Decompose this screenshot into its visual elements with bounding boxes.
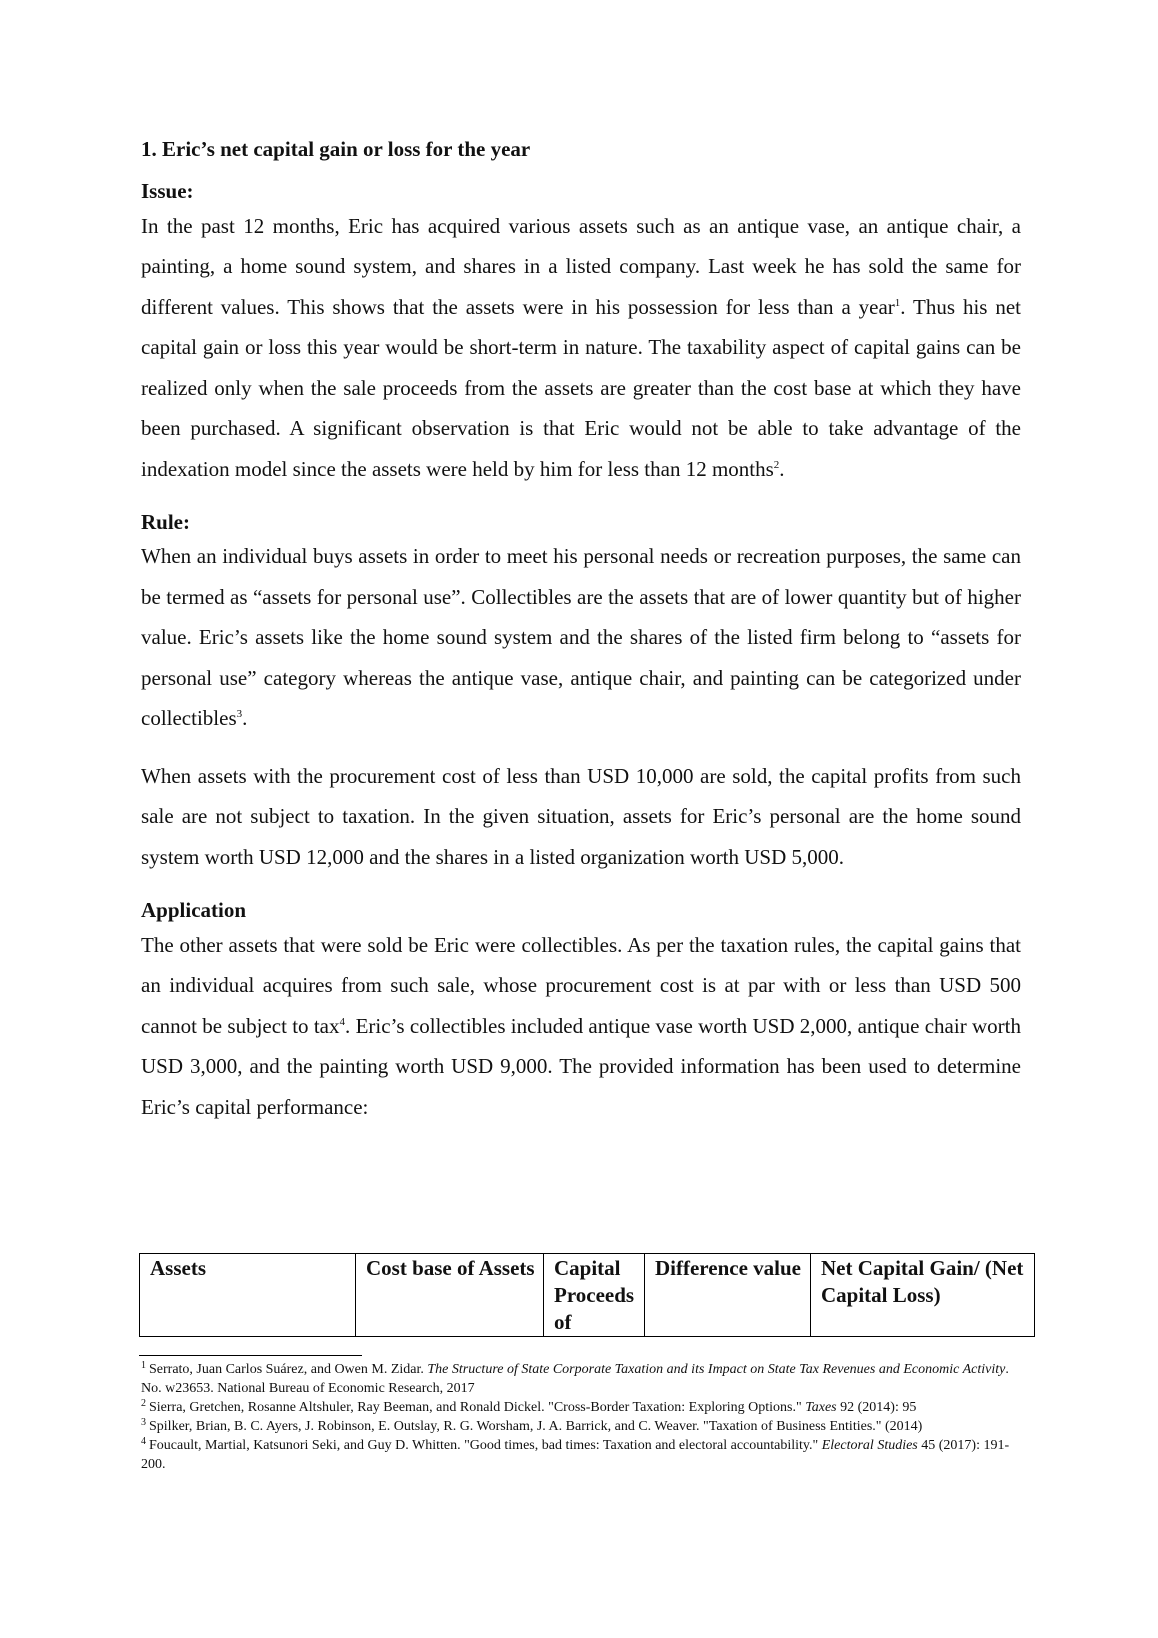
footnote-title: Taxes: [805, 1400, 837, 1415]
footnote-title: Electoral Studies: [821, 1438, 918, 1453]
footnote-4: [141, 1436, 1021, 1474]
application-heading: Application: [141, 898, 247, 923]
header-cost-base: Cost base of Assets: [356, 1254, 544, 1337]
footnote-ref-2[interactable]: 2: [773, 458, 780, 471]
rule-heading: Rule:: [141, 510, 190, 535]
header-net-capital-gain: Net Capital Gain/ (Net Capital Loss): [811, 1254, 1035, 1337]
header-difference-value: Difference value: [645, 1254, 811, 1337]
footnote-ref-4[interactable]: 4: [339, 1015, 346, 1028]
footnote-text: 45 (2017): 191-200.: [141, 1438, 1010, 1472]
footnote-number: 1: [141, 1360, 146, 1371]
footnote-text: 92 (2014): 95: [836, 1400, 917, 1415]
footnote-text: Spilker, Brian, B. C. Ayers, J. Robinson, E. Outslay, R. G. Worsham, J. A. Barrick, and C. Weaver. "Taxation of Business Entities." (2014): [149, 1419, 923, 1434]
footnote-number: 4: [141, 1436, 146, 1447]
application-text-1: The other assets that were sold be Eric were collectibles. As per the taxation rules, the capital gains that an individual acquires from such sale, whose procurement cost is at par with or less than USD 500 cannot be subject to tax: [141, 932, 1021, 1038]
document-body: [141, 136, 1021, 1127]
footnote-number: 2: [141, 1398, 146, 1409]
footnote-1: [141, 1360, 1021, 1398]
issue-text-1: In the past 12 months, Eric has acquired various assets such as an antique vase, an antique chair, a painting, a home sound system, and shares in a listed company. Last week he has sold the same for different values. This shows that the assets were in his possession for less than a year: [141, 213, 1021, 319]
capital-table: [139, 1253, 1035, 1337]
issue-text-3: .: [779, 456, 785, 481]
application-paragraph: [141, 925, 1021, 1128]
footnote-2: [141, 1398, 1021, 1417]
footnote-text: Foucault, Martial, Katsunori Seki, and Guy D. Whitten. "Good times, bad times: Taxation and electoral accountability.": [149, 1438, 822, 1453]
footnote-text: Sierra, Gretchen, Rosanne Altshuler, Ray Beeman, and Ronald Dickel. "Cross-Border Taxation: Exploring Options.": [149, 1400, 806, 1415]
footnote-text: Serrato, Juan Carlos Suárez, and Owen M. Zidar.: [149, 1362, 428, 1377]
section-title: 1. Eric’s net capital gain or loss for the year: [141, 137, 531, 161]
rule-text-2: .: [242, 706, 248, 731]
issue-text-2: . Thus his net capital gain or loss this year would be short-term in nature. The taxability aspect of capital gains can be realized only when the sale proceeds from the assets are greater than the cost base at which they have been purchased. A significant observation is that Eric would not be able to take advantage of the indexation model since the assets were held by him for less than 12 months: [141, 294, 1021, 481]
footnote-ref-1[interactable]: 1: [894, 296, 901, 309]
rule-paragraph-1: [141, 536, 1021, 739]
table-header-row: [140, 1254, 1035, 1337]
footnote-title: The Structure of State Corporate Taxation and its Impact on State Tax Revenues and Economic Activity: [427, 1362, 1006, 1377]
footnote-ref-3[interactable]: 3: [236, 708, 243, 721]
header-assets: Assets: [140, 1254, 356, 1337]
application-text-2: . Eric’s collectibles included antique vase worth USD 2,000, antique chair worth USD 3,000, and the painting worth USD 9,000. The provided information has been used to determine Eric’s capital performance:: [141, 1013, 1021, 1119]
rule-text-1: When an individual buys assets in order to meet his personal needs or recreation purposes, the same can be termed as “assets for personal use”. Collectibles are the assets that are of lower quantity but of higher value. Eric’s assets like the home sound system and the shares of the listed firm belong to “assets for personal use” category whereas the antique vase, antique chair, and painting can be categorized under collectibles: [141, 544, 1021, 731]
issue-heading: Issue:: [141, 179, 194, 204]
footnote-separator: [139, 1355, 362, 1356]
footnote-text: . No. w23653. National Bureau of Economic Research, 2017: [141, 1362, 1009, 1396]
header-capital-proceeds: Capital Proceeds of: [544, 1254, 645, 1337]
rule-paragraph-2: When assets with the procurement cost of less than USD 10,000 are sold, the capital profits from such sale are not subject to taxation. In the given situation, assets for Eric’s personal are the home sound system worth USD 12,000 and the shares in a listed organization worth USD 5,000.: [141, 763, 1021, 869]
footnotes: [141, 1360, 1021, 1474]
footnote-number: 3: [141, 1417, 146, 1428]
footnote-3: [141, 1417, 1021, 1436]
issue-paragraph: [141, 206, 1021, 490]
